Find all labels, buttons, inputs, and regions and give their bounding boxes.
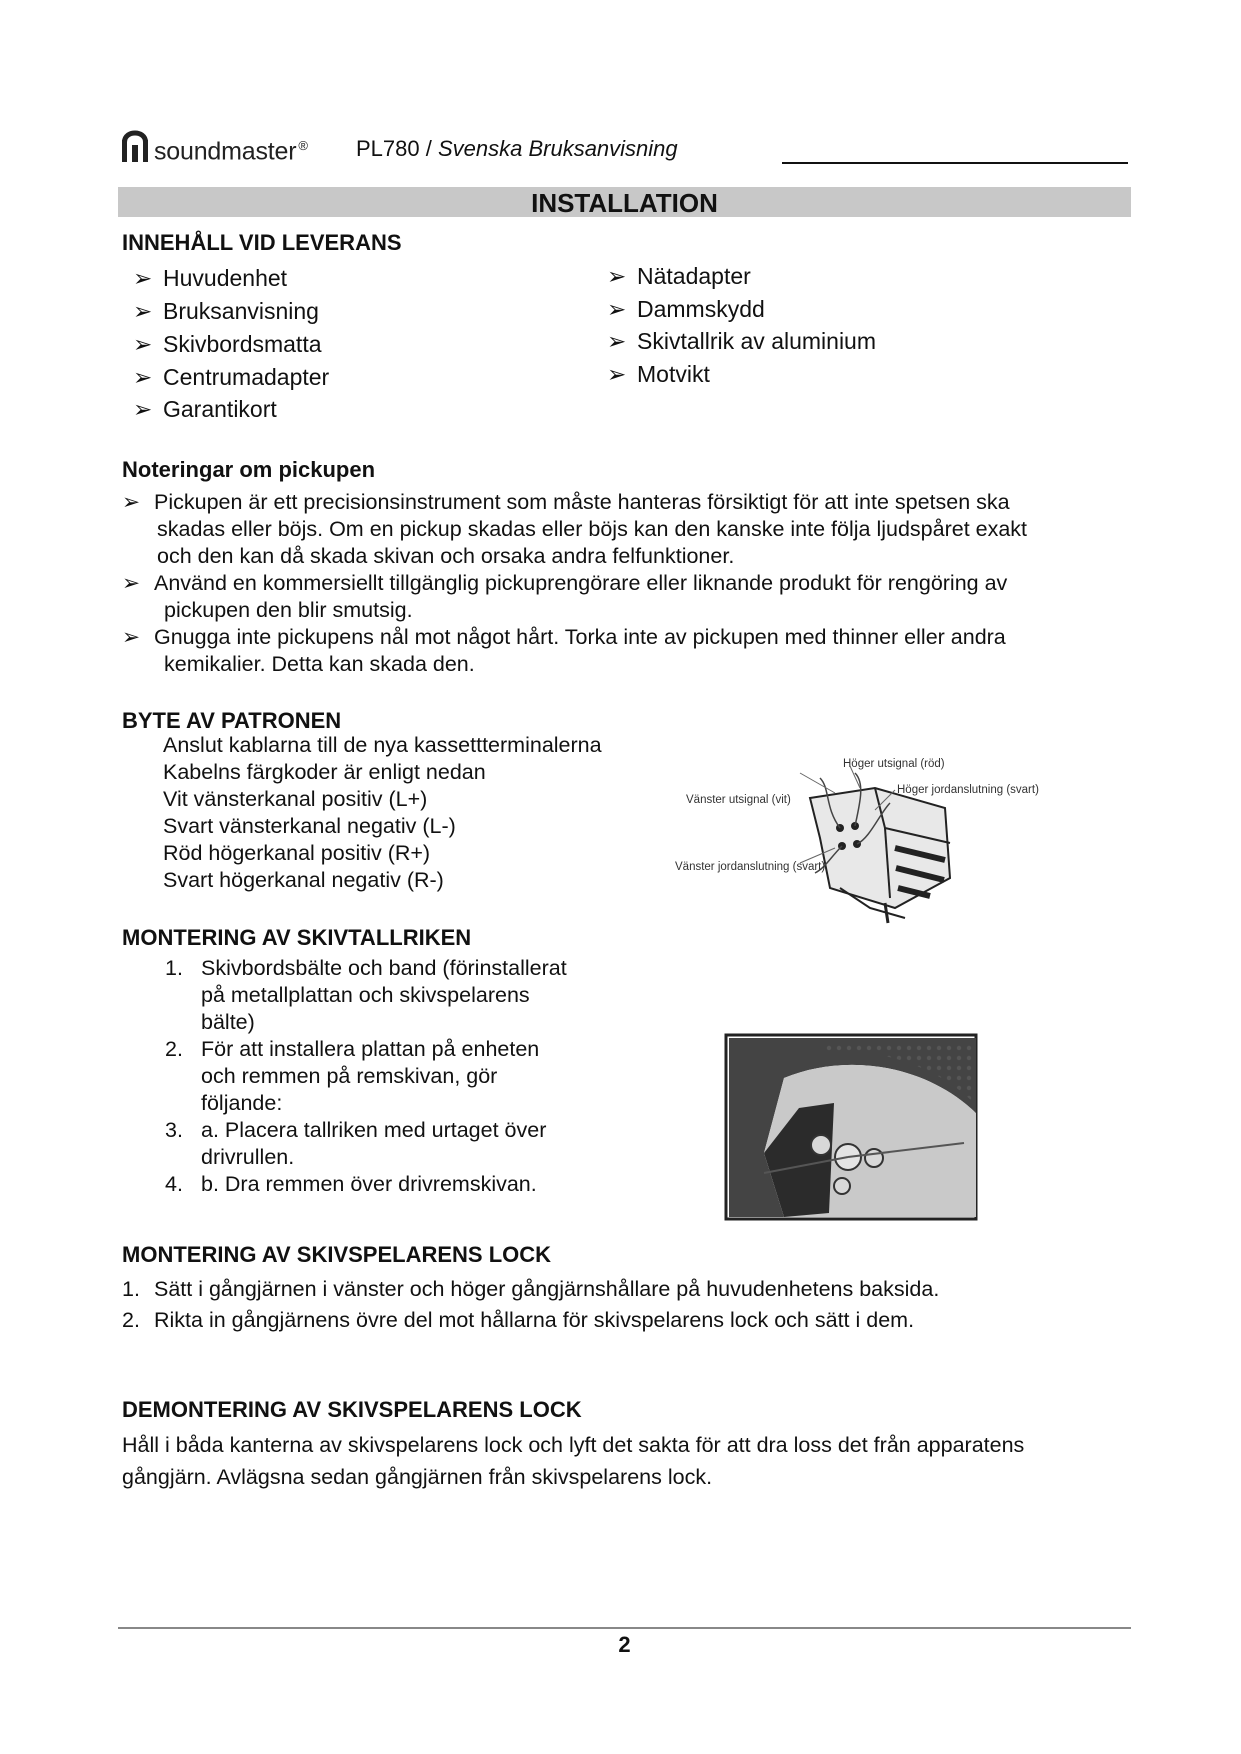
page-number: 2 <box>618 1632 631 1657</box>
pickup-heading: Noteringar om pickupen <box>122 457 376 482</box>
lid-mount-heading: MONTERING AV SKIVSPELARENS LOCK <box>122 1242 552 1267</box>
contents-heading: INNEHÅLL VID LEVERANS <box>122 230 402 255</box>
brand-name: soundmaster ® <box>154 137 308 165</box>
cartridge-wiring-diagram <box>660 748 1080 933</box>
section-title: INSTALLATION <box>531 188 718 218</box>
label-right-output: Höger utsignal (röd) <box>843 758 945 770</box>
document-title: Svenska Bruksanvisning <box>437 136 678 161</box>
platter-heading: MONTERING AV SKIVTALLRIKEN <box>122 925 472 950</box>
list-item: ➢ Garantikort <box>133 396 277 422</box>
label-left-output: Vänster utsignal (vit) <box>686 794 791 806</box>
cartridge-heading: BYTE AV PATRONEN <box>122 708 342 733</box>
platter-step: 3. a. Placera tallriken med urtaget över drivrullen. <box>165 1118 547 1169</box>
list-item: ➢ Motvikt <box>607 361 710 387</box>
list-item: ➢ Bruksanvisning <box>133 298 319 324</box>
model-number: PL780 <box>356 136 420 161</box>
list-item: ➢ Dammskydd <box>607 296 765 322</box>
list-item: ➢ Centrumadapter <box>133 364 330 390</box>
platter-steps <box>165 955 635 1198</box>
brand-logo <box>120 122 308 164</box>
cartridge-instructions: Anslut kablarna till de nya kassettterminalerna Kabelns färgkoder är enligt nedan Vit vänsterkanal positiv (L+) Svart vänsterkanal negativ (L-) Röd högerkanal positiv (R+) Svart högerkanal negativ (R-) <box>163 733 602 892</box>
list-item: ➢ Nätadapter <box>607 263 751 289</box>
label-right-ground: Höger jordanslutning (svart) <box>897 784 1039 796</box>
list-item: ➢ Skivbordsmatta <box>133 331 322 357</box>
lid-remove-text: Håll i båda kanterna av skivspelarens lock och lyft det sakta för att dra loss det från apparatens gångjärn. Avlägsna sedan gångjärnen från skivspelarens lock. <box>122 1433 1025 1489</box>
document-header: PL780 / Svenska Bruksanvisning <box>356 136 678 161</box>
lid-mount-steps <box>122 1276 1122 1334</box>
lid-remove-heading: DEMONTERING AV SKIVSPELARENS LOCK <box>122 1397 582 1422</box>
platter-step: 2. För att installera plattan på enheten och remmen på remskivan, gör följande: <box>165 1037 540 1115</box>
header-rule <box>782 162 1128 164</box>
footer-rule <box>118 1627 1131 1629</box>
platter-step: 1. Skivbordsbälte och band (förinstallerat på metallplattan och skivspelarens bälte) <box>165 956 567 1034</box>
platter-step: 4. b. Dra remmen över drivremskivan. <box>165 1172 537 1196</box>
lid-mount-step: 1. Sätt i gångjärnen i vänster och höger gångjärnshållare på huvudenhetens baksida. <box>122 1277 940 1301</box>
list-item: ➢ Huvudenhet <box>133 265 288 291</box>
label-left-ground: Vänster jordanslutning (svart) <box>675 861 826 873</box>
soundmaster-logo-icon <box>120 128 150 164</box>
platter-illustration <box>724 1033 980 1223</box>
lid-mount-step: 2. Rikta in gångjärnens övre del mot hållarna för skivspelarens lock och sätt i dem. <box>122 1308 915 1332</box>
list-item: ➢ Skivtallrik av aluminium <box>607 328 877 354</box>
